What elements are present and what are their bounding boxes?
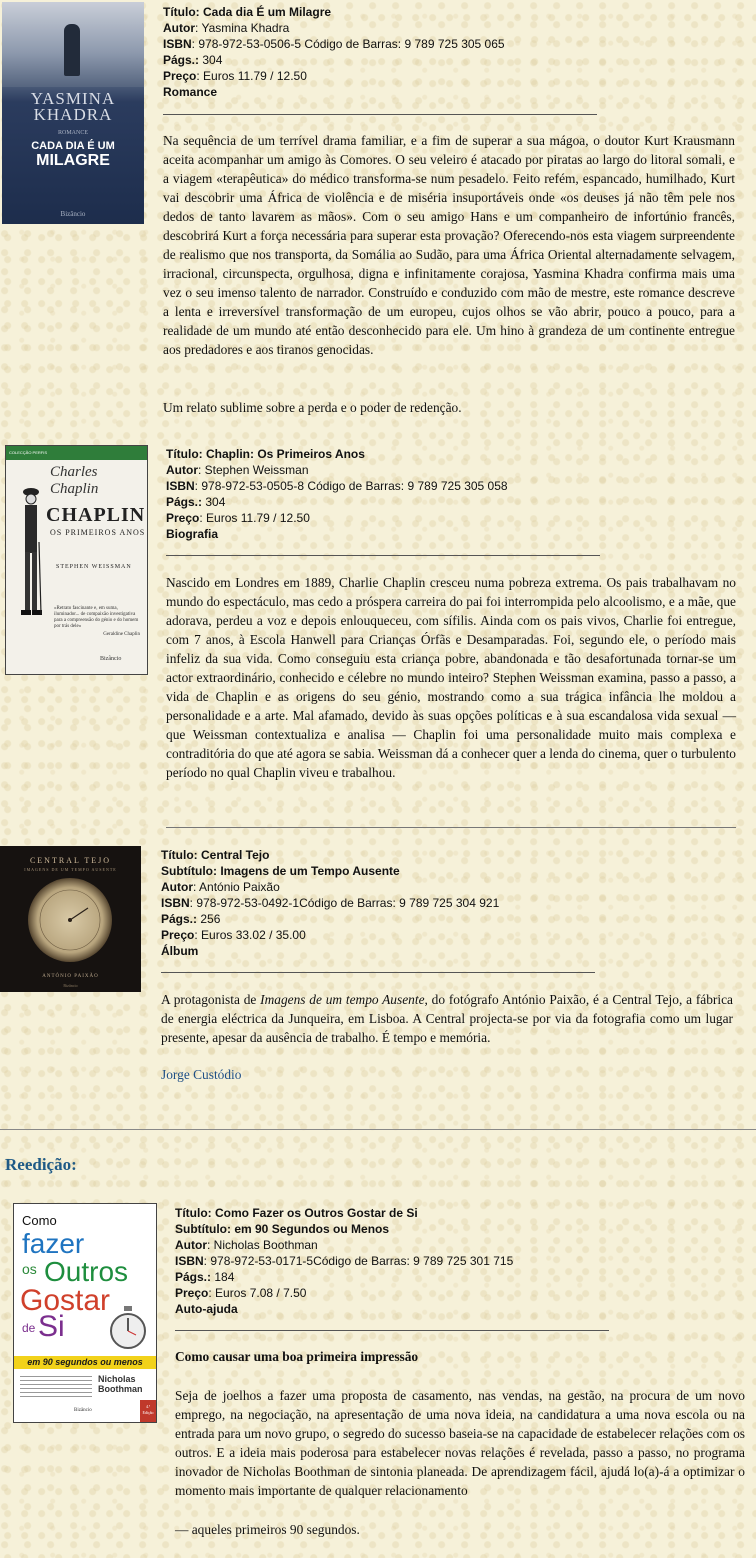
book-meta-2: Título: Chaplin: Os Primeiros Anos Autor: Stephen Weissman ISBN: 978-972-53-0505-8 Código de Barras: 9 789 725 305 058 Págs.: 304 Preço: Euros 11.79 / 12.50 Biografia (166, 447, 508, 541)
cover-author: STEPHEN WEISSMAN (56, 564, 132, 570)
book-price: Euros 7.08 / 7.50 (215, 1286, 307, 1300)
cover-title: CHAPLIN (46, 504, 146, 526)
divider (175, 1330, 609, 1331)
gauge-image (28, 878, 112, 962)
cover-author-line2: Boothman (98, 1384, 143, 1394)
cover-figure-image (64, 24, 80, 76)
book-cover-chaplin[interactable] (5, 445, 148, 675)
book-meta-4: Título: Como Fazer os Outros Gostar de Si Subtítulo: em 90 Segundos ou Menos Autor: Nicholas Boothman ISBN: 978-972-53-0171-5Código de Barras: 9 789 725 301 715 Págs.: 184 Preço: Euros 7.08 / 7.50 Auto-ajuda (175, 1206, 514, 1316)
desc-italic-title: Imagens de um tempo Ausente (260, 992, 425, 1007)
book-isbn: 978-972-53-0506-5 Código de Barras: 9 789 725 305 065 (198, 37, 505, 51)
book-title: Como Fazer os Outros Gostar de Si (215, 1206, 418, 1220)
title-label: Título: (166, 447, 203, 461)
book-cover-central-tejo[interactable] (0, 846, 141, 992)
book-description: Na sequência de um terrível drama familiar, e a fim de superar a sua mágoa, o doutor Kurt Krausmann aceita acompanhar um amigo às Comores. O seu veleiro é atacado por piratas ao largo do litoral somali, e a viagem «terapêutica» do médico transforma-se num pesadelo. Feito refém, espancado, humilhado, Kurt vai descobrir uma África de violência e de miséria insuportáveis onde «os deuses já não têm pele nos dedos de tanto lavarem as mãos». Com o seu amigo Hans e um companheiro de infortúnio francês, descobrirá Kurt a força necessária para superar esta provação? Oferecendo-nos esta viagem surpreendente de realismo que nos transporta, da Somália ao Sudão, para uma África Oriental alternadamente selvagem, irracional, circunspecta, orgulhosa, digna e infinitamente corajosa, Yasmina Khadra confirma mais uma vez o seu imenso talento de narrador. Construído e conduzido com mão de mestre, este romance descreve a lenta e irreversível transformação de um europeu, cujos olhos se vão abrir, pouco a pouco, para a realidade de um mundo até então desconhecido para ele. Um hino à grandeza de um continente entregue aos predadores e aos tiranos genocidas. (163, 133, 735, 357)
book-title: Central Tejo (201, 848, 270, 862)
price-label: Preço (161, 928, 195, 942)
book-pages: 304 (202, 53, 223, 67)
book-description: Seja de joelhos a fazer uma proposta de casamento, nas vendas, na gestão, na procura de um novo emprego, na negociação, na apresentação de uma nova ideia, na candidatura a uma nova escola ou na entrada para um novo grupo, o segredo do sucesso baseia-se na capacidade de estabelecer relações com os outros. E a ideia mais poderosa para estabelecer novas relações é revelada, passo a passo, no programa inovador de Nicholas Boothman de sintonia planeada. De aprendizagem fácil, ajudá lo(a)-á a optimizar o momento mais importante de qualquer relacionamento (175, 1388, 745, 1498)
divider (166, 555, 600, 556)
reviewer-link[interactable]: Jorge Custódio (161, 1067, 242, 1082)
cover-quote-text: «Retrato fascinante e, em suma, iluminador... de compaixão investigativa para a compreensão do génio e do homem por trás dele» (54, 606, 139, 629)
pages-label: Págs.: (166, 495, 203, 509)
cover-author-line1: Nicholas (98, 1374, 136, 1384)
book-author: Nicholas Boothman (213, 1238, 318, 1252)
section-divider (0, 1129, 756, 1130)
cover-signature: Charles Chaplin (50, 464, 99, 497)
book-meta-1: Título: Cada dia É um Milagre Autor: Yasmina Khadra ISBN: 978-972-53-0506-5 Código de Barras: 9 789 725 305 065 Págs.: 304 Preço: Euros 11.79 / 12.50 Romance (163, 5, 505, 99)
book-description (161, 990, 733, 1047)
author-label: Autor (161, 880, 193, 894)
book-isbn: 978-972-53-0171-5Código de Barras: 9 789 725 301 715 (210, 1254, 514, 1268)
book-description: Nascido em Londres em 1889, Charlie Chaplin cresceu numa pobreza extrema. Os pais trabalhavam no mundo do espectáculo, mas cedo a próspera carreira do pai foi interrompida pelo alcoolismo, e a mãe, que adorava, perdeu a voz e depois enlouqueceu, com sífilis. Ainda com os pais vivos, Charlie foi entregue, com 7 anos, à Escola Hanwell para Crianças Órfãs e Desamparadas. Foi, segundo ele, o período mais infeliz da sua vida. Como conseguiu esta criança pobre, abandonada e tão desafortunada tornar-se um actor extraordinário, conhecido e célebre no mundo inteiro? Stephen Weissman examina, passo a passo, a vida de Chaplin e as origens do seu génio, mostrando como a sua trágica infância lhe moldou a personalidade e a arte. Mal afamado, devido às suas opções políticas e à sua escandalosa vida sexual — que Weissman contextualiza e analisa — Chaplin foi uma personalidade muito mais complexa e contraditória do que até agora se sabia. Weissman dá a conhecer quer a lenda do cinema, quer o turbulento período no qual Chaplin viveu e trabalhou. (166, 575, 736, 780)
price-label: Preço (166, 511, 200, 525)
subtitle-label: Subtítulo: (175, 1222, 231, 1236)
divider (161, 972, 595, 973)
cover-title-line1: CADA DIA É UM (31, 140, 115, 152)
book-author: Yasmina Khadra (201, 21, 290, 35)
book-isbn: 978-972-53-0505-8 Código de Barras: 9 789 725 305 058 (201, 479, 508, 493)
chaplin-figure-image (20, 482, 42, 632)
cover-subtitle: OS PRIMEIROS ANOS (50, 528, 146, 537)
book-tagline: Um relato sublime sobre a perda e o poder de redenção. (163, 400, 462, 415)
isbn-label: ISBN (163, 37, 192, 51)
cover-author-line1: YASMINA (30, 89, 116, 108)
cover-band-text: em 90 segundos ou menos (27, 1357, 143, 1367)
cover-publisher: Bizâncio (74, 1408, 92, 1413)
cover-author: ANTÓNIO PAIXÃO (42, 974, 99, 979)
cover-word-4: Outros (44, 1256, 129, 1287)
cover-word-7: Si (38, 1310, 65, 1343)
isbn-label: ISBN (175, 1254, 204, 1268)
price-label: Preço (175, 1286, 209, 1300)
section-heading: Reedição: (5, 1155, 77, 1174)
cover-publisher: Bizâncio (63, 983, 78, 988)
title-label: Título: (161, 848, 198, 862)
cover-word-6: de (22, 1321, 36, 1335)
price-label: Preço (163, 69, 197, 83)
book-cover-cada-dia[interactable] (2, 2, 144, 224)
desc-suffix: , do fotógrafo António Paixão, é a Central Tejo, a fábrica de energia eléctrica da Junqueira, em Lisboa. A Central projecta-se por via da fotografia como um lugar presente, apesar da ausência de trabalho. É tempo e memória. (161, 992, 733, 1045)
desc-prefix: A protagonista de (161, 992, 261, 1007)
cover-word-1: Como (22, 1213, 57, 1228)
cover-edition-badge: 4.ª Edição (140, 1400, 156, 1422)
author-label: Autor (175, 1238, 207, 1252)
pages-label: Págs.: (161, 912, 198, 926)
book-meta-3: Título: Central Tejo Subtítulo: Imagens de um Tempo Ausente Autor: António Paixão ISBN: 978-972-53-0492-1Código de Barras: 9 789 725 304 921 Págs.: 256 Preço: Euros 33.02 / 35.00 Álbum (161, 848, 500, 958)
cover-word-5: Gostar (20, 1284, 111, 1317)
book-price: Euros 33.02 / 35.00 (201, 928, 306, 942)
book-pages: 304 (205, 495, 226, 509)
book-headline: Como causar uma boa primeira impressão (175, 1349, 419, 1364)
cover-series-band (6, 446, 147, 460)
cover-author-line2: KHADRA (33, 105, 113, 124)
book-category: Biografia (166, 527, 219, 541)
book-subtitle: Imagens de um Tempo Ausente (220, 864, 400, 878)
cover-word-3: os (22, 1261, 37, 1277)
book-author: Stephen Weissman (204, 463, 309, 477)
book-title: Chaplin: Os Primeiros Anos (206, 447, 365, 461)
book-price: Euros 11.79 / 12.50 (203, 69, 307, 83)
book-cover-como-fazer[interactable] (13, 1203, 157, 1423)
book-category: Romance (163, 85, 218, 99)
cover-quote-source: Geraldine Chaplin (103, 632, 140, 637)
book-category: Álbum (161, 944, 199, 958)
book-isbn: 978-972-53-0492-1Código de Barras: 9 789 725 304 921 (196, 896, 500, 910)
cover-title-line2: MILAGRE (36, 152, 110, 169)
isbn-label: ISBN (166, 479, 195, 493)
author-label: Autor (163, 21, 195, 35)
cover-title: CENTRAL TEJO (29, 856, 112, 865)
cover-word-2: fazer (22, 1228, 85, 1259)
book-author: António Paixão (199, 880, 280, 894)
cover-publisher: Bizâncio (60, 210, 86, 218)
title-label: Título: (163, 5, 200, 19)
divider (163, 114, 597, 115)
cover-genre: ROMANCE (57, 130, 88, 136)
book-title: Cada dia É um Milagre (203, 5, 332, 19)
book-subtitle: em 90 Segundos ou Menos (234, 1222, 390, 1236)
cover-subtitle: IMAGENS DE UM TEMPO AUSENTE (24, 867, 117, 872)
pages-label: Págs.: (175, 1270, 212, 1284)
book-category: Auto-ajuda (175, 1302, 238, 1316)
book-price: Euros 11.79 / 12.50 (206, 511, 310, 525)
cover-band (14, 1356, 156, 1369)
pages-label: Págs.: (163, 53, 200, 67)
cover-series: COLECÇÃO PERFIS (9, 450, 48, 455)
cover-quote (54, 606, 140, 638)
book-pages: 256 (200, 912, 221, 926)
cover-author (98, 1374, 143, 1394)
book-description-end: — aqueles primeiros 90 segundos. (175, 1522, 360, 1537)
isbn-label: ISBN (161, 896, 190, 910)
cover-blurb-lines (20, 1376, 92, 1398)
stopwatch-icon (108, 1304, 148, 1352)
subtitle-label: Subtítulo: (161, 864, 217, 878)
cover-publisher: Bizâncio (100, 656, 122, 662)
title-label: Título: (175, 1206, 212, 1220)
book-pages: 184 (214, 1270, 235, 1284)
author-label: Autor (166, 463, 198, 477)
section-divider (166, 827, 736, 828)
